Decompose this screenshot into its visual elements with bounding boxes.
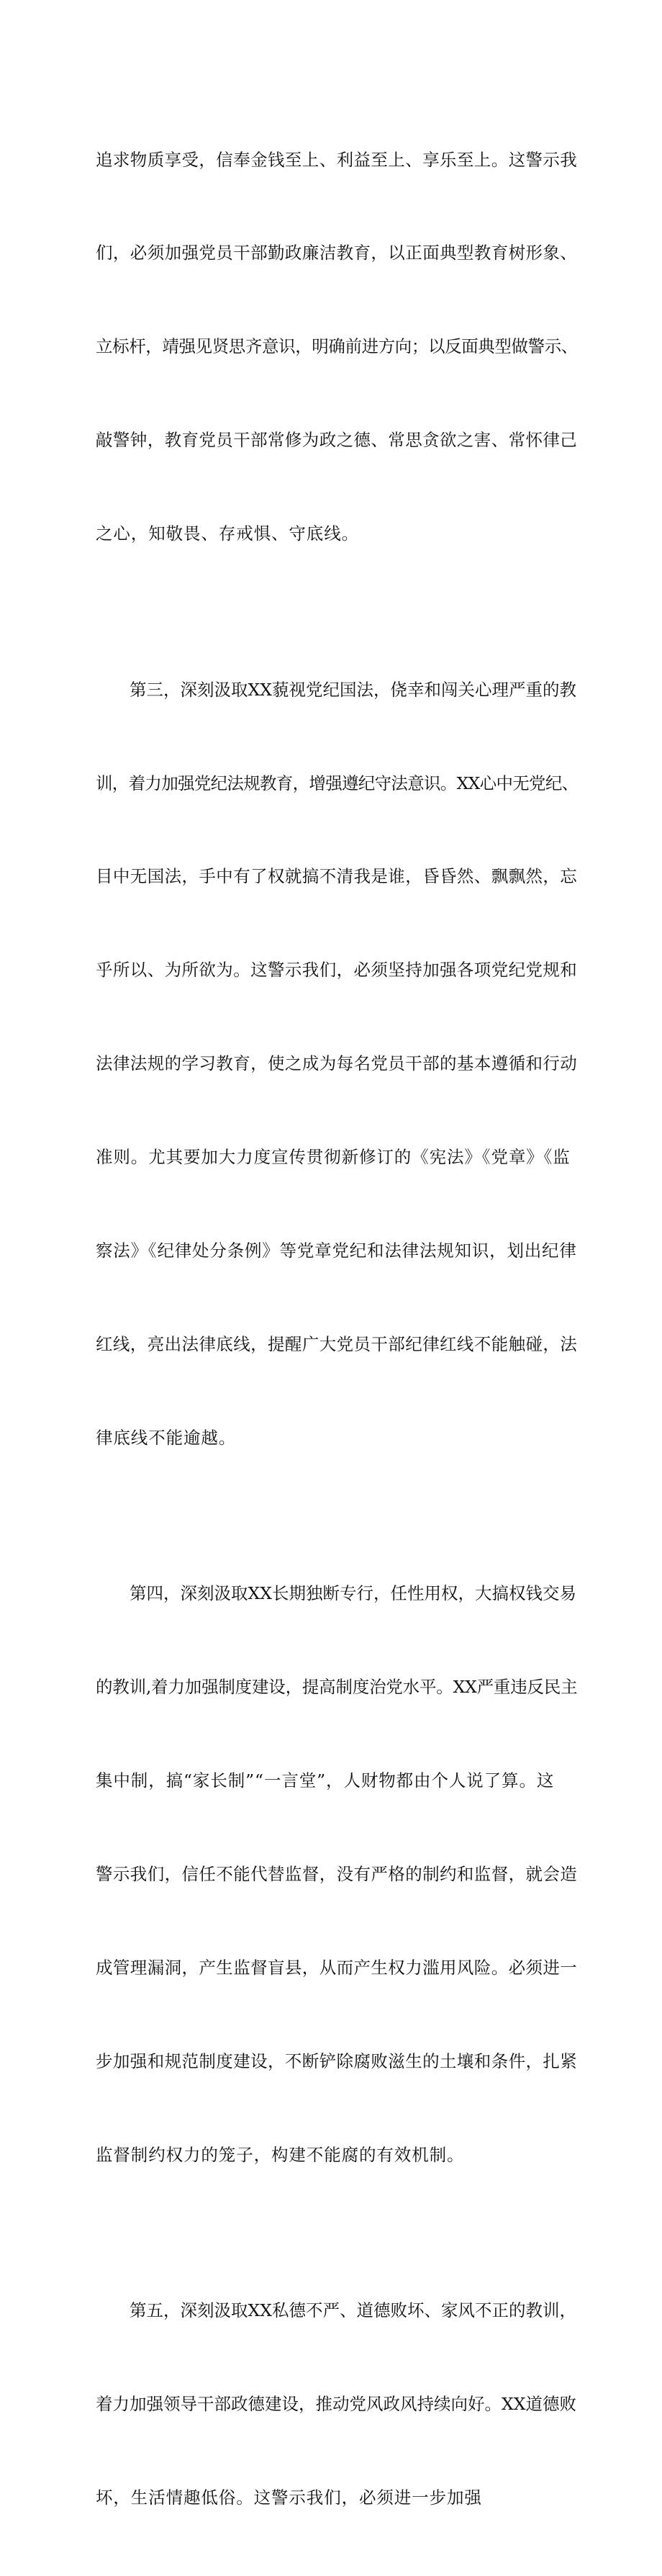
text-line: 之心，知敬畏、存戒惧、守底线。 — [96, 523, 359, 544]
text-line: 乎所以、为所欲为。这警示我们，必须坚持加强各项党纪党规和 — [96, 960, 578, 981]
text-line: 警示我们，信任不能代替监督，没有严格的制约和监督，就会造 — [96, 1863, 578, 1884]
text-line: 集中制，搞“家长制”“一言堂”，人财物都由个人说了算。这 — [96, 1770, 555, 1791]
text-line: 的教训,着力加强制度建设，提高制度治党水平。XX严重违反民主 — [96, 1677, 578, 1698]
text-line: 训，着力加强党纪法规教育，增强遵纪守法意识。XX心中无党纪、 — [96, 773, 579, 793]
text-line: 立标杆，靖强见贤思齐意识，明确前进方向；以反面典型做警示、 — [96, 336, 578, 357]
text-line: 们，必须加强党员干部勤政廉洁教育，以正面典型教育树形象、 — [96, 243, 578, 264]
paragraph-4 — [96, 2233, 578, 2575]
text-line: 第五，深刻汲取XX私德不严、道德败坏、家风不正的教训， — [96, 2300, 576, 2321]
text-line: 监督制约权力的笼子，构建不能腐的有效机制。 — [96, 2144, 465, 2165]
text-line: 敲警钟，教育党员干部常修为政之德、常思贪欲之害、常怀律己 — [96, 430, 578, 451]
text-line: 目中无国法，手中有了权就搞不清我是谁，昏昏然、飘飘然，忘 — [96, 866, 578, 887]
document-body — [96, 82, 578, 2576]
text-line: 法律法规的学习教育，使之成为每名党员干部的基本遵循和行动 — [96, 1053, 578, 1074]
text-line: 成管理漏洞，产生监督盲县，从而产生权力滥用风险。必须进一 — [96, 1957, 578, 1978]
text-line: 察法》《纪律处分条例》等党章党纪和法律法规知识，划出纪律 — [96, 1240, 577, 1261]
text-line: 准则。尤其要加大力度宣传贯彻新修订的《宪法》《党章》《监 — [96, 1147, 571, 1168]
paragraph-3 — [96, 1516, 578, 2233]
paragraph-2 — [96, 612, 578, 1516]
text-line: 追求物质享受，信奉金钱至上、利益至上、享乐至上。这警示我 — [96, 149, 578, 170]
text-line: 着力加强领导干部政德建设，推动党风政风持续向好。XX道德败 — [96, 2393, 576, 2414]
text-line: 红线，亮出法律底线，提醒广大党员干部纪律红线不能触碰，法 — [96, 1333, 578, 1354]
paragraph-1 — [96, 82, 578, 612]
text-line: 律底线不能逾越。 — [96, 1427, 237, 1448]
text-line: 第三，深刻汲取XX藐视党纪国法，侥幸和闯关心理严重的教 — [96, 679, 576, 700]
text-line: 步加强和规范制度建设，不断铲除腐败滋生的土壤和条件，扎紧 — [96, 2050, 578, 2071]
text-line: 坏，生活情趣低俗。这警示我们，必须进一步加强 — [96, 2487, 482, 2508]
text-line: 第四，深刻汲取XX长期独断专行，任性用权，大搞权钱交易 — [96, 1583, 576, 1604]
